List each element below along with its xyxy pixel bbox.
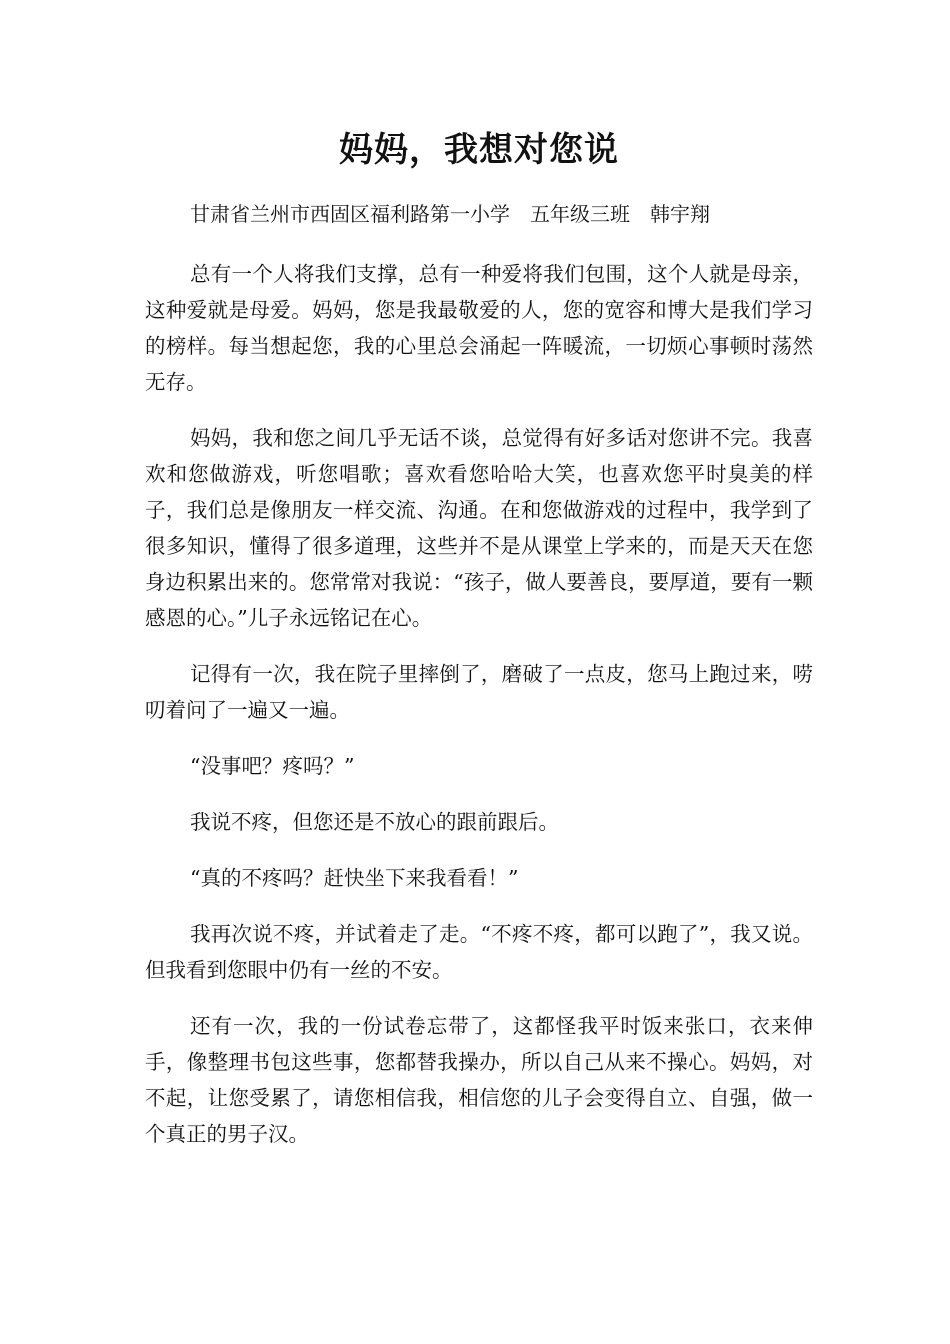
paragraph-2: 妈妈，我和您之间几乎无话不谈，总觉得有好多话对您讲不完。我喜欢和您做游戏，听您唱歌；喜欢看您哈哈大笑，也喜欢您平时臭美的样子，我们总是像朋友一样交流、沟通。在和您做游戏的过程中，我学到了很多知识，懂得了很多道理，这些并不是从课堂上学来的，而是天天在您身边积累出来的。您常常对我说：“孩子，做人要善良，要厚道，要有一颗感恩的心。”儿子永远铭记在心。 [145,426,813,630]
paragraph-5: 我说不疼，但您还是不放心的跟前跟后。 [190,810,559,834]
paragraph-6: “真的不疼吗？赶快坐下来我看看！” [190,866,519,890]
document-page [145,122,813,1172]
paragraph-3: 记得有一次，我在院子里摔倒了，磨破了一点皮，您马上跑过来，唠叨着问了一遍又一遍。 [145,662,813,722]
paragraph-7: 我再次说不疼，并试着走了走。“不疼不疼，都可以跑了”，我又说。但我看到您眼中仍有一丝的不安。 [145,922,813,982]
author-byline: 甘肃省兰州市西固区福利路第一小学 五年级三班 韩宇翔 [190,202,710,226]
document-title: 妈妈，我想对您说 [339,130,619,170]
paragraph-1: 总有一个人将我们支撑，总有一种爱将我们包围，这个人就是母亲，这种爱就是母爱。妈妈，您是我最敬爱的人，您的宽容和博大是我们学习的榜样。每当想起您，我的心里总会涌起一阵暖流，一切烦心事顿时荡然无存。 [145,262,813,394]
paragraph-8: 还有一次，我的一份试卷忘带了，这都怪我平时饭来张口，衣来伸手，像整理书包这些事，您都替我操办，所以自己从来不操心。妈妈，对不起，让您受累了，请您相信我，相信您的儿子会变得自立、自强，做一个真正的男子汉。 [145,1014,813,1146]
paragraph-4: “没事吧？疼吗？” [190,754,355,778]
